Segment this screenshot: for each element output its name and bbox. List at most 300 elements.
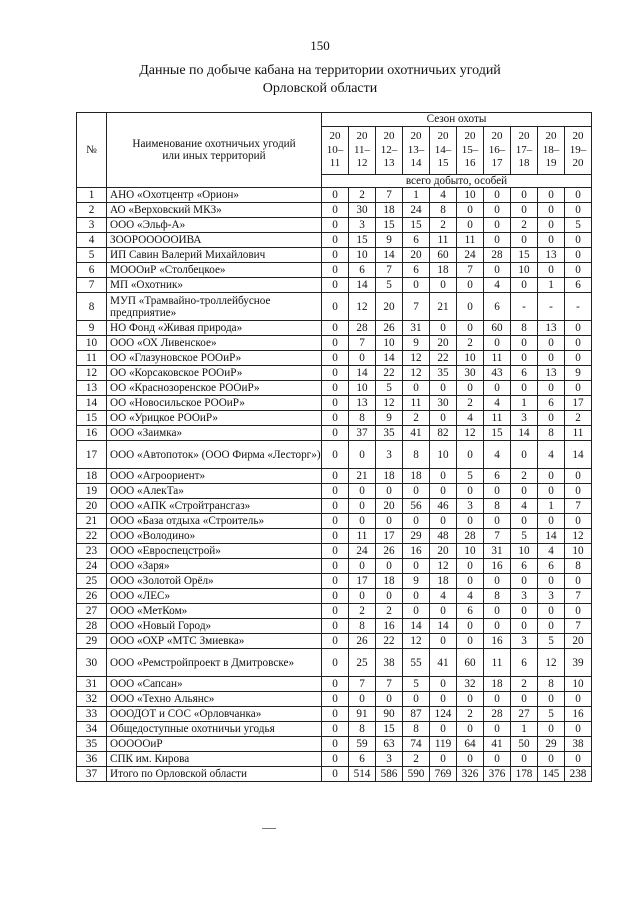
header-territory-name: [107, 113, 322, 188]
header-season-year-part: 20: [464, 130, 476, 143]
season-value: 0: [322, 248, 349, 263]
season-value: 0: [322, 469, 349, 484]
header-season-year-part: 17–: [515, 143, 533, 156]
season-value: 0: [484, 722, 511, 737]
row-number: 6: [77, 263, 107, 278]
season-value: 2: [457, 336, 484, 351]
season-value: 0: [322, 604, 349, 619]
season-value: 0: [376, 514, 403, 529]
season-value: 1: [511, 722, 538, 737]
season-value: 0: [322, 293, 349, 321]
season-value: 11: [484, 411, 511, 426]
header-season-year: [349, 127, 376, 175]
season-value: 0: [457, 381, 484, 396]
season-value: 0: [511, 514, 538, 529]
header-season-year-part: 16: [464, 157, 476, 170]
table-row: [77, 737, 592, 752]
season-value: 56: [403, 499, 430, 514]
season-value: 0: [511, 619, 538, 634]
table-row: [77, 248, 592, 263]
territory-name: ООО «База отдыха «Строитель»: [107, 514, 322, 529]
season-value: 11: [484, 351, 511, 366]
season-value: 15: [349, 233, 376, 248]
season-value: 238: [565, 767, 592, 782]
season-value: 5: [565, 218, 592, 233]
season-value: 22: [430, 351, 457, 366]
season-value: 0: [565, 752, 592, 767]
season-value: 0: [349, 589, 376, 604]
season-value: 0: [457, 574, 484, 589]
season-value: 87: [403, 707, 430, 722]
header-season-year-part: 13: [383, 157, 395, 170]
territory-name: ОООДОТ и СОС «Орловчанка»: [107, 707, 322, 722]
season-value: 0: [322, 559, 349, 574]
season-value: 20: [430, 336, 457, 351]
season-value: 0: [511, 604, 538, 619]
season-value: 10: [349, 248, 376, 263]
row-number: 14: [77, 396, 107, 411]
season-value: 12: [349, 293, 376, 321]
season-value: 14: [403, 619, 430, 634]
territory-name: Итого по Орловской области: [107, 767, 322, 782]
season-value: 0: [484, 692, 511, 707]
season-value: 20: [376, 499, 403, 514]
season-value: 0: [430, 692, 457, 707]
header-season-year: [538, 127, 565, 175]
header-season: Сезон охоты: [322, 113, 592, 127]
season-value: 0: [349, 692, 376, 707]
territory-name: ООО «Автопоток» (ООО Фирма «Лесторг»): [107, 441, 322, 469]
header-season-year-part: 15–: [461, 143, 479, 156]
table-row: [77, 559, 592, 574]
territory-name: ООО «Эльф-А»: [107, 218, 322, 233]
header-season-year-part: 12: [356, 157, 368, 170]
season-value: 0: [349, 351, 376, 366]
page-number: 150: [310, 38, 330, 53]
row-number: 15: [77, 411, 107, 426]
season-value: 0: [565, 351, 592, 366]
table-row: [77, 293, 592, 321]
season-value: 74: [403, 737, 430, 752]
season-value: 0: [565, 469, 592, 484]
season-value: 31: [484, 544, 511, 559]
season-value: 22: [376, 634, 403, 649]
season-value: 5: [538, 634, 565, 649]
season-value: 28: [484, 707, 511, 722]
season-value: 0: [457, 218, 484, 233]
season-value: 0: [511, 484, 538, 499]
season-value: 28: [349, 321, 376, 336]
season-value: 90: [376, 707, 403, 722]
season-value: 4: [484, 278, 511, 293]
season-value: 12: [403, 351, 430, 366]
season-value: 0: [376, 559, 403, 574]
season-value: 2: [457, 396, 484, 411]
season-value: 0: [538, 514, 565, 529]
row-number: 17: [77, 441, 107, 469]
season-value: 0: [403, 559, 430, 574]
territory-name: ООО «Агроориент»: [107, 469, 322, 484]
season-value: 1: [403, 188, 430, 203]
season-value: 60: [430, 248, 457, 263]
document-title: [0, 62, 640, 98]
season-value: -: [538, 293, 565, 321]
season-value: 7: [565, 589, 592, 604]
table-row: [77, 336, 592, 351]
season-value: 0: [538, 188, 565, 203]
header-number: №: [77, 113, 107, 188]
season-value: 0: [403, 604, 430, 619]
header-season-year-part: 18–: [542, 143, 560, 156]
season-value: 0: [511, 441, 538, 469]
season-value: 16: [565, 707, 592, 722]
table-row: [77, 589, 592, 604]
season-value: 17: [565, 396, 592, 411]
season-value: 0: [430, 278, 457, 293]
season-value: 0: [430, 604, 457, 619]
season-value: 0: [538, 604, 565, 619]
table-row: [77, 767, 592, 782]
season-value: 0: [565, 188, 592, 203]
season-value: 46: [430, 499, 457, 514]
territory-name: ООО «Евроспецстрой»: [107, 544, 322, 559]
season-value: 20: [565, 634, 592, 649]
season-value: 0: [457, 484, 484, 499]
season-value: 0: [511, 574, 538, 589]
season-value: 0: [565, 321, 592, 336]
season-value: 12: [538, 649, 565, 677]
season-value: 10: [565, 677, 592, 692]
season-value: 0: [565, 722, 592, 737]
season-value: 0: [322, 411, 349, 426]
table-row: [77, 411, 592, 426]
season-value: 50: [511, 737, 538, 752]
row-number: 9: [77, 321, 107, 336]
season-value: 18: [430, 574, 457, 589]
season-value: 0: [322, 767, 349, 782]
territory-name: ОО «Глазуновское РООиР»: [107, 351, 322, 366]
header-season-year-part: 20: [572, 130, 584, 143]
row-number: 29: [77, 634, 107, 649]
season-value: 769: [430, 767, 457, 782]
season-value: 0: [538, 722, 565, 737]
season-value: 0: [322, 574, 349, 589]
season-value: 0: [457, 752, 484, 767]
table-row: [77, 619, 592, 634]
season-value: 0: [565, 233, 592, 248]
season-value: 0: [322, 529, 349, 544]
season-value: 6: [538, 396, 565, 411]
season-value: 8: [538, 677, 565, 692]
row-number: 11: [77, 351, 107, 366]
season-value: 0: [511, 203, 538, 218]
row-number: 18: [77, 469, 107, 484]
season-value: 16: [484, 559, 511, 574]
season-value: 0: [484, 263, 511, 278]
territory-name: ОО «Краснозоренское РООиР»: [107, 381, 322, 396]
season-value: 0: [484, 619, 511, 634]
season-value: 0: [322, 619, 349, 634]
season-value: 0: [457, 293, 484, 321]
season-value: 0: [511, 336, 538, 351]
season-value: 0: [322, 203, 349, 218]
season-value: 0: [484, 218, 511, 233]
table-row: [77, 396, 592, 411]
season-value: 0: [349, 559, 376, 574]
season-value: 35: [430, 366, 457, 381]
season-value: 0: [457, 619, 484, 634]
season-value: 0: [430, 484, 457, 499]
table-row: [77, 188, 592, 203]
season-value: 0: [538, 484, 565, 499]
season-value: 3: [511, 411, 538, 426]
header-season-year-part: 20: [356, 130, 368, 143]
season-value: 18: [376, 574, 403, 589]
season-value: 10: [457, 351, 484, 366]
season-value: 12: [403, 634, 430, 649]
season-value: 14: [511, 426, 538, 441]
season-value: 119: [430, 737, 457, 752]
season-value: 0: [538, 411, 565, 426]
season-value: 11: [430, 233, 457, 248]
season-value: 0: [538, 336, 565, 351]
table-row: [77, 604, 592, 619]
season-value: 0: [484, 233, 511, 248]
season-value: 0: [538, 469, 565, 484]
season-value: 1: [511, 396, 538, 411]
header-unit: всего добыто, особей: [322, 175, 592, 188]
season-value: 0: [430, 722, 457, 737]
season-value: 0: [349, 441, 376, 469]
season-value: 0: [349, 499, 376, 514]
table-row: [77, 351, 592, 366]
season-value: 6: [511, 366, 538, 381]
season-value: 10: [565, 544, 592, 559]
season-value: 2: [511, 218, 538, 233]
season-value: 0: [376, 484, 403, 499]
season-value: 14: [376, 248, 403, 263]
season-value: 11: [403, 396, 430, 411]
season-value: 7: [376, 188, 403, 203]
season-value: 14: [565, 441, 592, 469]
season-value: 11: [565, 426, 592, 441]
season-value: 145: [538, 767, 565, 782]
season-value: 4: [457, 589, 484, 604]
territory-name: ЗООРОООООИВА: [107, 233, 322, 248]
season-value: 10: [457, 188, 484, 203]
season-value: 5: [403, 677, 430, 692]
season-value: 0: [538, 233, 565, 248]
season-value: 0: [322, 707, 349, 722]
header-season-year-part: 20: [410, 130, 422, 143]
season-value: 0: [538, 752, 565, 767]
season-value: 15: [511, 248, 538, 263]
season-value: 0: [376, 692, 403, 707]
season-value: 6: [511, 559, 538, 574]
season-value: 4: [430, 589, 457, 604]
season-value: 12: [565, 529, 592, 544]
season-value: 18: [376, 469, 403, 484]
season-value: 0: [538, 351, 565, 366]
season-value: 60: [457, 649, 484, 677]
season-value: 7: [565, 499, 592, 514]
header-season-year-part: 20: [437, 130, 449, 143]
table-row: [77, 677, 592, 692]
header-season-year-part: 17: [491, 157, 503, 170]
season-value: 41: [403, 426, 430, 441]
season-value: 0: [538, 692, 565, 707]
season-value: 178: [511, 767, 538, 782]
scan-mark: [262, 828, 276, 829]
season-value: 0: [565, 692, 592, 707]
season-value: 0: [484, 484, 511, 499]
row-number: 30: [77, 649, 107, 677]
header-season-year-part: 20: [545, 130, 557, 143]
row-number: 31: [77, 677, 107, 692]
season-value: 5: [457, 469, 484, 484]
row-number: 4: [77, 233, 107, 248]
territory-name: ОО «Корсаковское РООиР»: [107, 366, 322, 381]
season-value: 590: [403, 767, 430, 782]
season-value: 0: [511, 692, 538, 707]
season-value: 4: [484, 396, 511, 411]
table-row: [77, 469, 592, 484]
season-value: 0: [322, 544, 349, 559]
season-value: 0: [322, 441, 349, 469]
season-value: 0: [511, 278, 538, 293]
title-line-1: Данные по добыче кабана на территории охотничьих угодий: [139, 63, 501, 78]
season-value: 0: [322, 263, 349, 278]
season-value: 0: [457, 278, 484, 293]
territory-name: ОО «Новосильское РООиР»: [107, 396, 322, 411]
season-value: 24: [403, 203, 430, 218]
table-row: [77, 366, 592, 381]
header-season-year-part: 20: [572, 157, 584, 170]
row-number: 21: [77, 514, 107, 529]
season-value: 0: [484, 203, 511, 218]
row-number: 32: [77, 692, 107, 707]
season-value: 0: [322, 336, 349, 351]
season-value: 17: [376, 529, 403, 544]
territory-name: ООО «Заимка»: [107, 426, 322, 441]
row-number: 13: [77, 381, 107, 396]
season-value: 8: [349, 619, 376, 634]
season-value: 0: [322, 218, 349, 233]
season-value: 39: [565, 649, 592, 677]
header-season-year-part: 15: [437, 157, 449, 170]
season-value: 10: [376, 336, 403, 351]
season-value: 4: [511, 499, 538, 514]
season-value: 9: [403, 574, 430, 589]
season-value: 0: [403, 692, 430, 707]
season-value: 18: [430, 263, 457, 278]
header-season-year-part: 20: [329, 130, 341, 143]
season-value: 2: [349, 188, 376, 203]
season-value: 7: [349, 336, 376, 351]
season-value: 3: [511, 634, 538, 649]
season-value: 31: [403, 321, 430, 336]
season-value: 6: [403, 233, 430, 248]
season-value: 0: [322, 499, 349, 514]
season-value: 7: [457, 263, 484, 278]
season-value: 30: [457, 366, 484, 381]
header-season-year: [457, 127, 484, 175]
season-value: 0: [376, 589, 403, 604]
season-value: 26: [376, 544, 403, 559]
season-value: 63: [376, 737, 403, 752]
season-value: 41: [430, 649, 457, 677]
season-value: 4: [484, 441, 511, 469]
season-value: 91: [349, 707, 376, 722]
season-value: 5: [376, 278, 403, 293]
season-value: 12: [376, 396, 403, 411]
season-value: 6: [457, 604, 484, 619]
territory-name: ООО «Ремстройпроект в Дмитровске»: [107, 649, 322, 677]
header-season-year-part: 18: [518, 157, 530, 170]
season-value: 10: [511, 544, 538, 559]
header-season-year: [430, 127, 457, 175]
season-value: 16: [484, 634, 511, 649]
season-value: 0: [403, 484, 430, 499]
season-value: 0: [565, 203, 592, 218]
territory-name: ИП Савин Валерий Михайлович: [107, 248, 322, 263]
territory-name: ОО «Урицкое РООиР»: [107, 411, 322, 426]
season-value: 6: [538, 559, 565, 574]
season-value: 14: [376, 351, 403, 366]
season-value: 16: [376, 619, 403, 634]
table-row: [77, 692, 592, 707]
season-value: 2: [511, 677, 538, 692]
season-value: 64: [457, 737, 484, 752]
season-value: 20: [430, 544, 457, 559]
season-value: 15: [403, 218, 430, 233]
season-value: 2: [511, 469, 538, 484]
season-value: 3: [538, 589, 565, 604]
season-value: 25: [349, 649, 376, 677]
header-season-year-part: 10–: [326, 143, 344, 156]
territory-name: ООО «ЛЕС»: [107, 589, 322, 604]
season-value: 0: [403, 381, 430, 396]
table-header: [77, 113, 592, 188]
season-value: 0: [430, 321, 457, 336]
season-value: 13: [349, 396, 376, 411]
season-value: 0: [430, 677, 457, 692]
season-value: 0: [430, 469, 457, 484]
territory-name: МОООиР «Столбецкое»: [107, 263, 322, 278]
header-season-year-part: 20: [491, 130, 503, 143]
season-value: 0: [403, 514, 430, 529]
season-value: 48: [430, 529, 457, 544]
table-row: [77, 218, 592, 233]
row-number: 37: [77, 767, 107, 782]
row-number: 27: [77, 604, 107, 619]
row-number: 3: [77, 218, 107, 233]
season-value: 0: [484, 188, 511, 203]
territory-name: ООО «ОХ Ливенское»: [107, 336, 322, 351]
season-value: 38: [376, 649, 403, 677]
season-value: 2: [349, 604, 376, 619]
season-value: 0: [322, 188, 349, 203]
season-value: 0: [403, 278, 430, 293]
season-value: 0: [511, 381, 538, 396]
season-value: 0: [322, 649, 349, 677]
row-number: 33: [77, 707, 107, 722]
season-value: 59: [349, 737, 376, 752]
table-row: [77, 321, 592, 336]
season-value: 29: [538, 737, 565, 752]
season-value: 0: [457, 559, 484, 574]
header-season-year: [403, 127, 430, 175]
